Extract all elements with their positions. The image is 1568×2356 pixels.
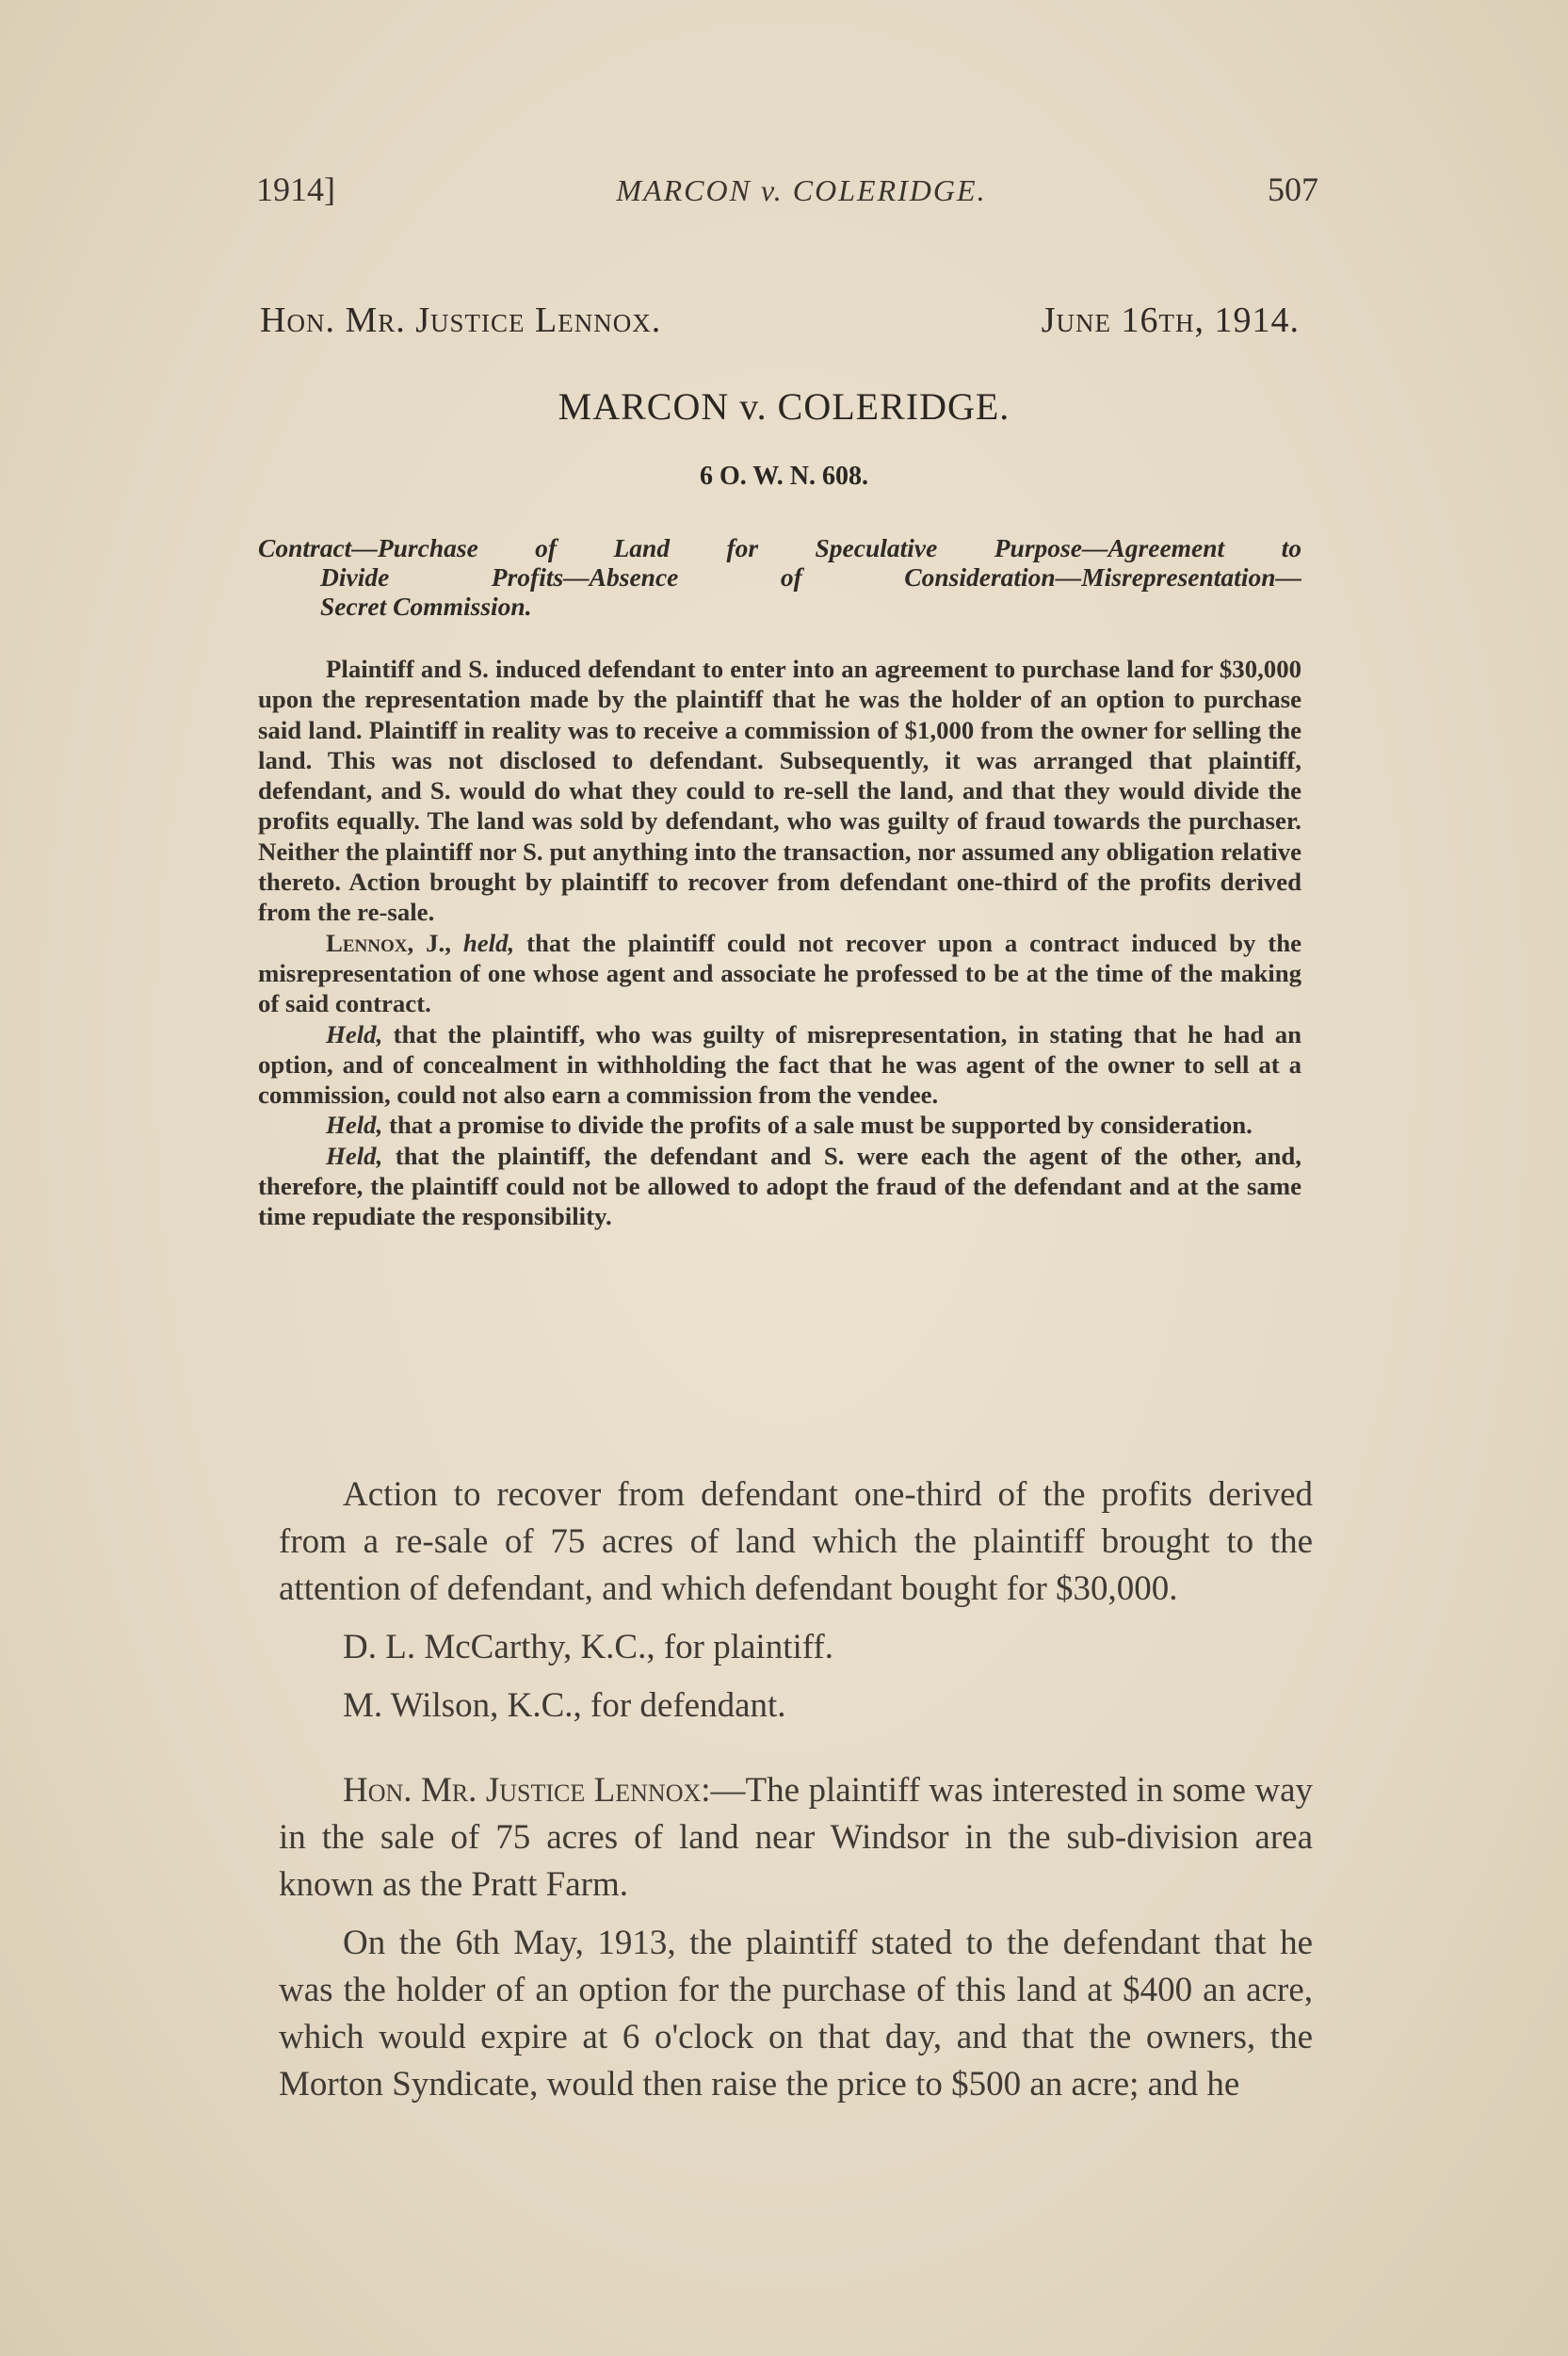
counsel-defendant: M. Wilson, K.C., for defendant. <box>343 1686 786 1725</box>
holding-text: that the plaintiff, the defendant and S. were each the agent of the other, and, therefore, the plaintiff could not be allowed to adopt the fraud of the defendant and at the same time repudiate the responsibility. <box>258 1141 1302 1231</box>
held-label: held, <box>462 928 515 957</box>
header-year: 1914] <box>256 171 335 208</box>
headnote-paragraph <box>258 1110 1301 1140</box>
judge-ref: Lennox, J., <box>326 928 451 957</box>
action-paragraph: Action to recover from defendant one-third of the profits derived from a re-sale of 75 acres of land which the plaintiff brought to the attention of defendant, and which defendant bought for $30,000. <box>279 1475 1313 1608</box>
judgment-judge: Hon. Mr. Justice Lennox: <box>343 1771 711 1810</box>
catchwords <box>258 533 1301 621</box>
headnote-paragraph <box>258 928 1301 1019</box>
judge-line <box>260 300 1300 341</box>
catchwords-line: Divide Profits—Absence of Consideration—Misrepresentation— <box>320 562 1301 592</box>
counsel-plaintiff: D. L. McCarthy, K.C., for plaintiff. <box>343 1628 833 1666</box>
spacer <box>279 1730 1313 1767</box>
holding-text: that a promise to divide the profits of a sale must be supported by consideration. <box>388 1111 1253 1140</box>
judgment-paragraph: On the 6th May, 1913, the plaintiff stated to the defendant that he was the holder of an option for the purchase of this land at $400 an acre, which would expire at 6 o'clock on that day, and that the owners, the Morton Syndicate, would then raise the price to $500 an acre; and he <box>279 1924 1313 2104</box>
headnote <box>258 654 1301 1232</box>
headnote-paragraph <box>258 1019 1301 1111</box>
headnote-paragraph <box>258 1141 1301 1232</box>
citation: 6 O. W. N. 608. <box>700 462 868 491</box>
header-title: MARCON v. COLERIDGE. <box>616 173 987 207</box>
holding-text: that the plaintiff could not recover upon a contract induced by the misrepresentation of one whose agent and associate he professed to be at the time of the making of said contract. <box>258 928 1302 1018</box>
catchwords-line: Secret Commission. <box>320 592 532 621</box>
page-number: 507 <box>1267 171 1318 208</box>
headnote-paragraph: Plaintiff and S. induced defendant to enter into an agreement to purchase land for $30,000 upon the representation made by the plaintiff that he was the holder of an option to purchase said land. Plaintiff in reality was to receive a commission of $1,000 from the owner for selling the land. This was not disclosed to defendant. Subsequently, it was arranged that plaintiff, defendant, and S. would do what they could to re-sell the land, and that they would divide the profits equally. The land was sold by defendant, who was guilty of fraud towards the purchaser. Neither the plaintiff nor S. put anything into the transaction, nor assumed any obligation relative thereto. Action brought by plaintiff to recover from defendant one-third of the profits derived from the re-sale. <box>258 655 1301 927</box>
case-title: MARCON v. COLERIDGE. <box>558 385 1010 428</box>
body-text <box>279 1471 1313 2108</box>
judgment-paragraph <box>279 1767 1313 1909</box>
holding-text: that the plaintiff, who was guilty of misrepresentation, in stating that he had an option, and of concealment in withholding the fact that he was agent of the owner to sell at a commission, could not also earn a commission from the vendee. <box>258 1019 1302 1110</box>
catchwords-line: Contract—Purchase of Land for Speculative Purpose—Agreement to <box>258 533 1301 562</box>
judge-name: Hon. Mr. Justice Lennox. <box>260 301 662 340</box>
judgment-text: —The plaintiff was interested in some way in the sale of 75 acres of land near Windsor in the sub-division area known as the Pratt Farm. <box>279 1771 1313 1904</box>
held-label: Held, <box>326 1141 383 1170</box>
held-label: Held, <box>326 1111 383 1140</box>
judgment-date: June 16th, 1914. <box>1041 301 1300 340</box>
held-label: Held, <box>326 1019 383 1048</box>
running-head <box>256 170 1318 209</box>
